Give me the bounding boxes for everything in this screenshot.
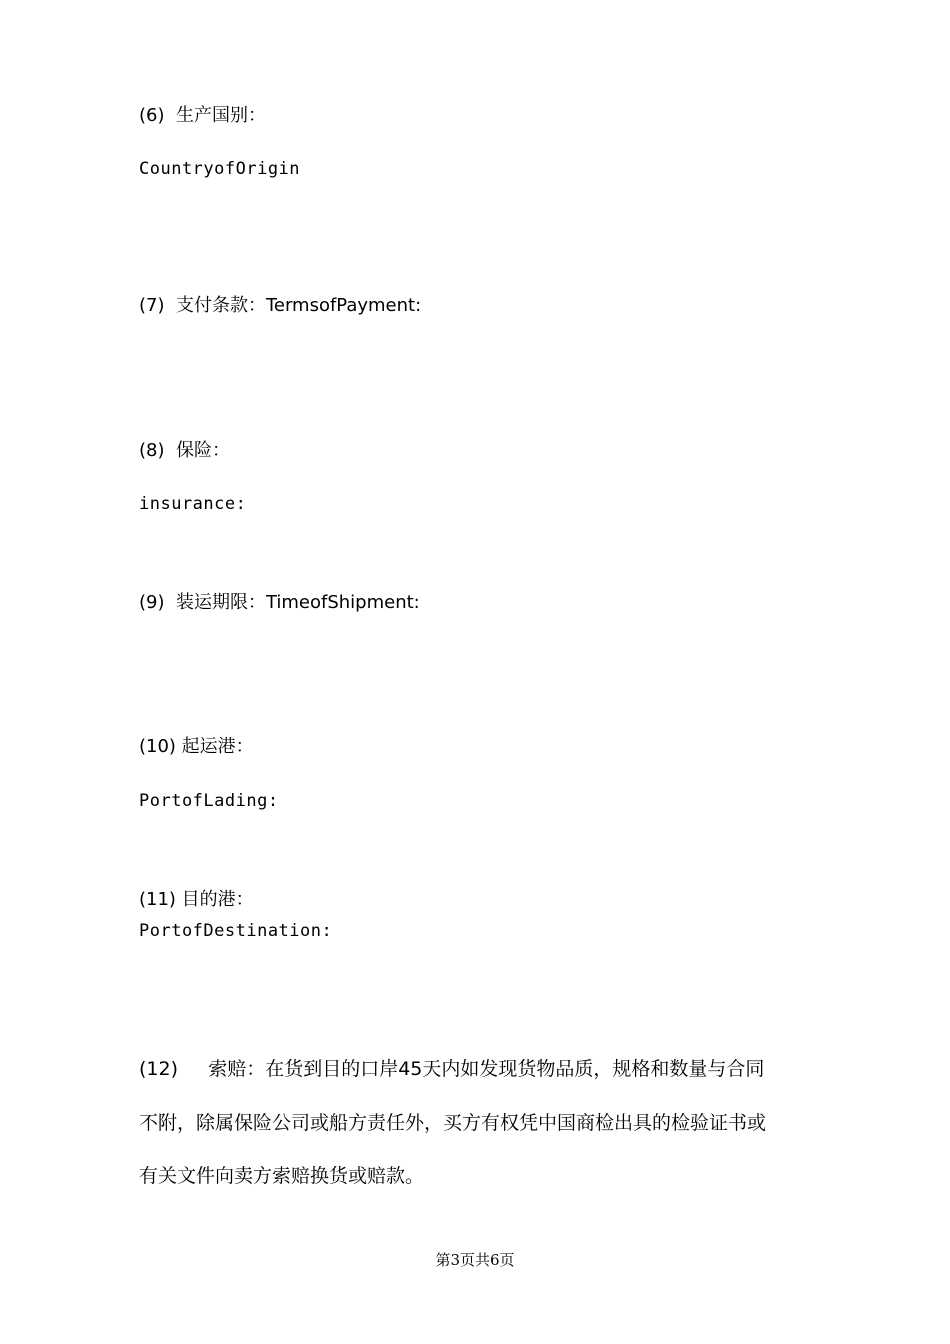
claim-line-3: 有关文件向卖方索赔换货或赔款。 [139,1165,425,1187]
page-number-footer: 第3页共6页 [435,1251,515,1269]
claim-line-2: 不附，除属保险公司或船方责任外，买方有权凭中国商检出具的检验证书或 [139,1112,767,1134]
item-8-english: insurance: [139,494,247,514]
item-11-label: (11) 目的港： [139,889,254,910]
item-9-label: (9) 装运期限：TimeofShipment: [139,592,420,613]
item-7-label: (7) 支付条款：TermsofPayment: [139,295,422,316]
item-10-english: PortofLading: [139,791,279,811]
item-6-english: CountryofOrigin [139,159,301,179]
item-6-label: (6) 生产国别： [139,105,266,126]
claim-line-1: (12) 索赔：在货到目的口岸45天内如发现货物品质，规格和数量与合同 [139,1058,765,1080]
item-8-label: (8) 保险： [139,440,230,461]
item-10-label: (10) 起运港： [139,736,254,757]
item-11-english: PortofDestination: [139,921,333,941]
